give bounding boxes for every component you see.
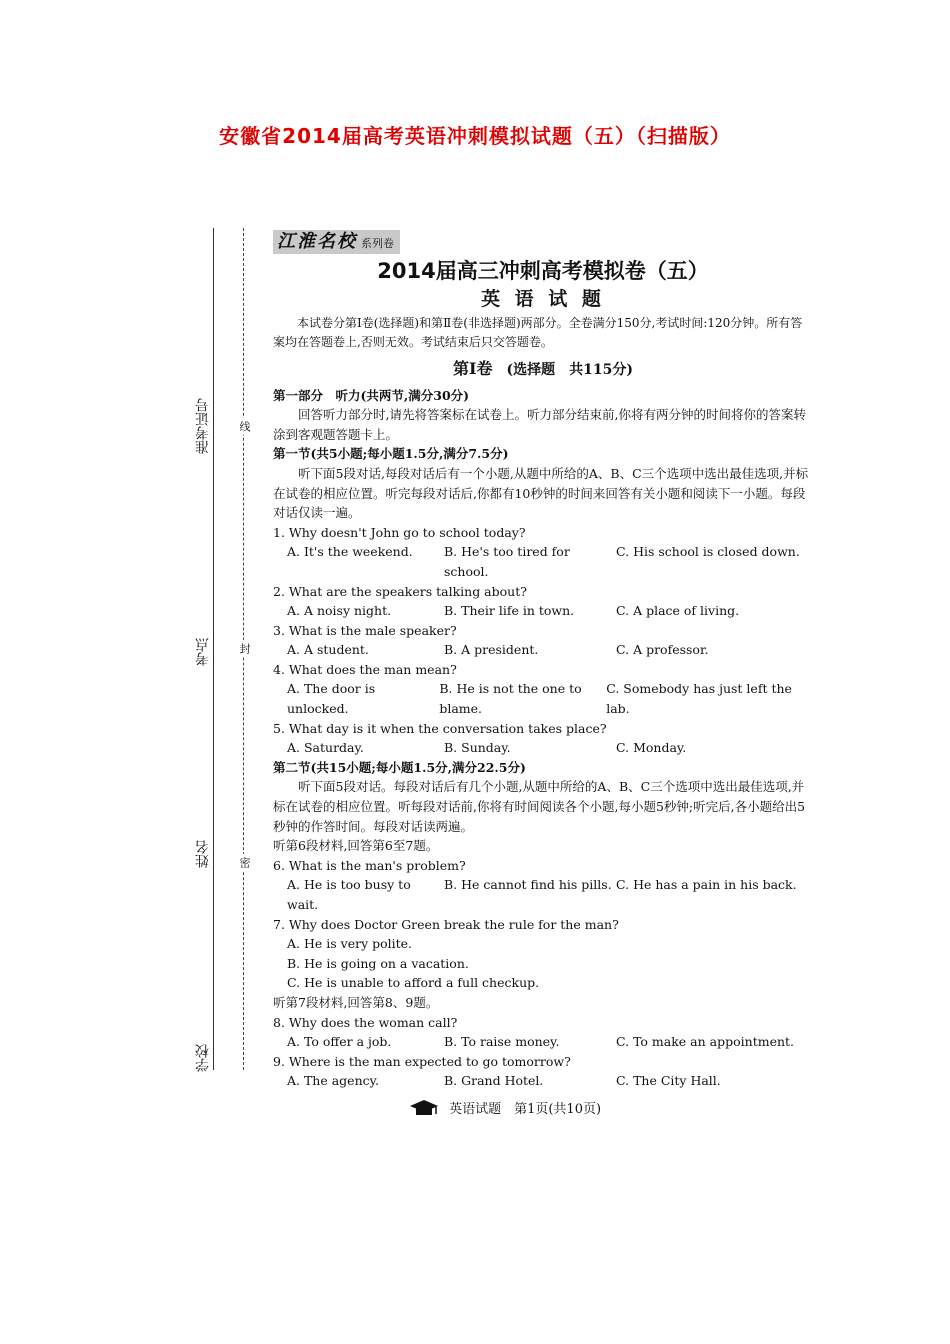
- section2-instructions: 听下面5段对话。每段对话后有几个小题,从题中所给的A、B、C三个选项中选出最佳选项,并标在试卷的相应位置。听每段对话前,你将有时间阅读各个小题,每小题5秒钟;听完后,各小题给出5秒钟的作答时间。每段对话读两遍。: [273, 779, 806, 834]
- option-b: B. He is going on a vacation.: [287, 955, 469, 971]
- binding-label-exam-site: 考点: [193, 634, 213, 670]
- option-c: C. Monday.: [616, 740, 687, 756]
- part1-heading: 第一部分 听力(共两节,满分30分): [273, 387, 470, 403]
- question-text: 1. Why doesn't John go to school today?: [273, 524, 526, 540]
- binding-label-exam-number: 准考证号: [193, 394, 213, 458]
- option-a: A. It's the weekend.: [287, 544, 413, 560]
- question-text: 5. What day is it when the conversation takes place?: [273, 720, 607, 736]
- option-b: B. A president.: [444, 642, 539, 658]
- option-c: C. He is unable to afford a full checkup.: [287, 975, 540, 991]
- exam-content: [273, 222, 813, 1091]
- binding-label-name: 姓名: [193, 836, 213, 872]
- option-c: C. To make an appointment.: [616, 1034, 795, 1050]
- volume-title: [273, 359, 813, 381]
- option-c: C. The City Hall.: [616, 1073, 721, 1089]
- option-b: B. Grand Hotel.: [444, 1073, 544, 1089]
- option-a: A. To offer a job.: [287, 1034, 392, 1050]
- section2-heading: 第二节(共15小题;每小题1.5分,满分22.5分): [273, 759, 526, 775]
- question-9: [273, 1052, 813, 1091]
- option-c: C. Somebody has just left the lab.: [606, 681, 792, 717]
- footer-page-label: 英语试题 第1页(共10页): [449, 1102, 602, 1117]
- question-text: 7. Why does Doctor Green break the rule for the man?: [273, 916, 619, 932]
- option-a: A. The door is unlocked.: [287, 681, 376, 717]
- page-footer: [185, 1098, 825, 1121]
- question-3: [273, 621, 813, 660]
- option-a: A. He is very polite.: [287, 936, 413, 952]
- exam-intro: 本试卷分第Ⅰ卷(选择题)和第Ⅱ卷(非选择题)两部分。全卷满分150分,考试时间:120分钟。所有答案均在答题卷上,否则无效。考试结束后只交答题卷。: [273, 315, 803, 350]
- question-text: 6. What is the man's problem?: [273, 857, 466, 873]
- question-text: 3. What is the male speaker?: [273, 622, 457, 638]
- section1-instructions: 听下面5段对话,每段对话后有一个小题,从题中所给的A、B、C三个选项中选出最佳选项,并标在试卷的相应位置。听完每段对话后,你都有10秒钟的时间来回答有关小题和阅读下一小题。每段对话仅读一遍。: [273, 465, 809, 521]
- question-text: 2. What are the speakers talking about?: [273, 583, 527, 599]
- option-b: B. Sunday.: [444, 740, 511, 756]
- option-b: B. To raise money.: [444, 1034, 560, 1050]
- seal-mark-seal: 封: [236, 640, 252, 657]
- seal-mark-secret: 密: [236, 854, 252, 871]
- scanned-exam-page: [185, 222, 825, 1132]
- question-text: 8. Why does the woman call?: [273, 1014, 458, 1030]
- question-1: [273, 523, 813, 582]
- question-2: [273, 582, 813, 621]
- option-c: C. A place of living.: [616, 603, 740, 619]
- question-text: 9. Where is the man expected to go tomorrow?: [273, 1053, 571, 1069]
- part1-instructions: 回答听力部分时,请先将答案标在试卷上。听力部分结束前,你将有两分钟的时间将你的答案转涂到客观题答题卡上。: [273, 407, 806, 442]
- question-8: [273, 1013, 813, 1052]
- option-c: C. He has a pain in his back.: [616, 877, 797, 893]
- series-brand: 江淮名校: [277, 231, 357, 252]
- question-7: [273, 915, 813, 993]
- volume-subtitle: (选择题 共115分): [506, 361, 633, 378]
- series-banner: [273, 230, 400, 254]
- option-a: A. He is too busy to wait.: [287, 877, 411, 912]
- document-title: 安徽省2014届高考英语冲刺模拟试题（五）（扫描版）: [219, 124, 731, 148]
- option-b: B. He's too tired for school.: [444, 544, 570, 579]
- graduation-cap-icon: [409, 1099, 439, 1121]
- option-c: C. His school is closed down.: [616, 544, 800, 560]
- subject-title: 英 语 试 题: [481, 288, 605, 311]
- volume-label: 第Ⅰ卷: [453, 358, 493, 378]
- seal-mark-line: 线: [236, 418, 252, 435]
- option-c: C. A professor.: [616, 642, 709, 658]
- option-a: A. A student.: [287, 642, 369, 658]
- question-5: [273, 719, 813, 758]
- binding-line: [213, 228, 214, 1070]
- series-suffix: 系列卷: [360, 237, 394, 250]
- section1-heading: 第一节(共5小题;每小题1.5分,满分7.5分): [273, 446, 509, 462]
- option-b: B. Their life in town.: [444, 603, 575, 619]
- option-b: B. He cannot find his pills.: [444, 877, 612, 893]
- binding-label-school: 学校: [193, 1040, 213, 1076]
- question-6: [273, 856, 813, 915]
- material-7-note: 听第7段材料,回答第8、9题。: [273, 994, 439, 1010]
- material-6-note: 听第6段材料,回答第6至7题。: [273, 838, 439, 854]
- option-a: A. Saturday.: [287, 740, 364, 756]
- question-4: [273, 660, 813, 719]
- exam-title: 2014届高三冲刺高考模拟卷（五）: [377, 258, 709, 283]
- option-a: A. A noisy night.: [287, 603, 392, 619]
- option-a: A. The agency.: [287, 1073, 380, 1089]
- option-b: B. He is not the one to blame.: [439, 681, 582, 717]
- question-text: 4. What does the man mean?: [273, 661, 457, 677]
